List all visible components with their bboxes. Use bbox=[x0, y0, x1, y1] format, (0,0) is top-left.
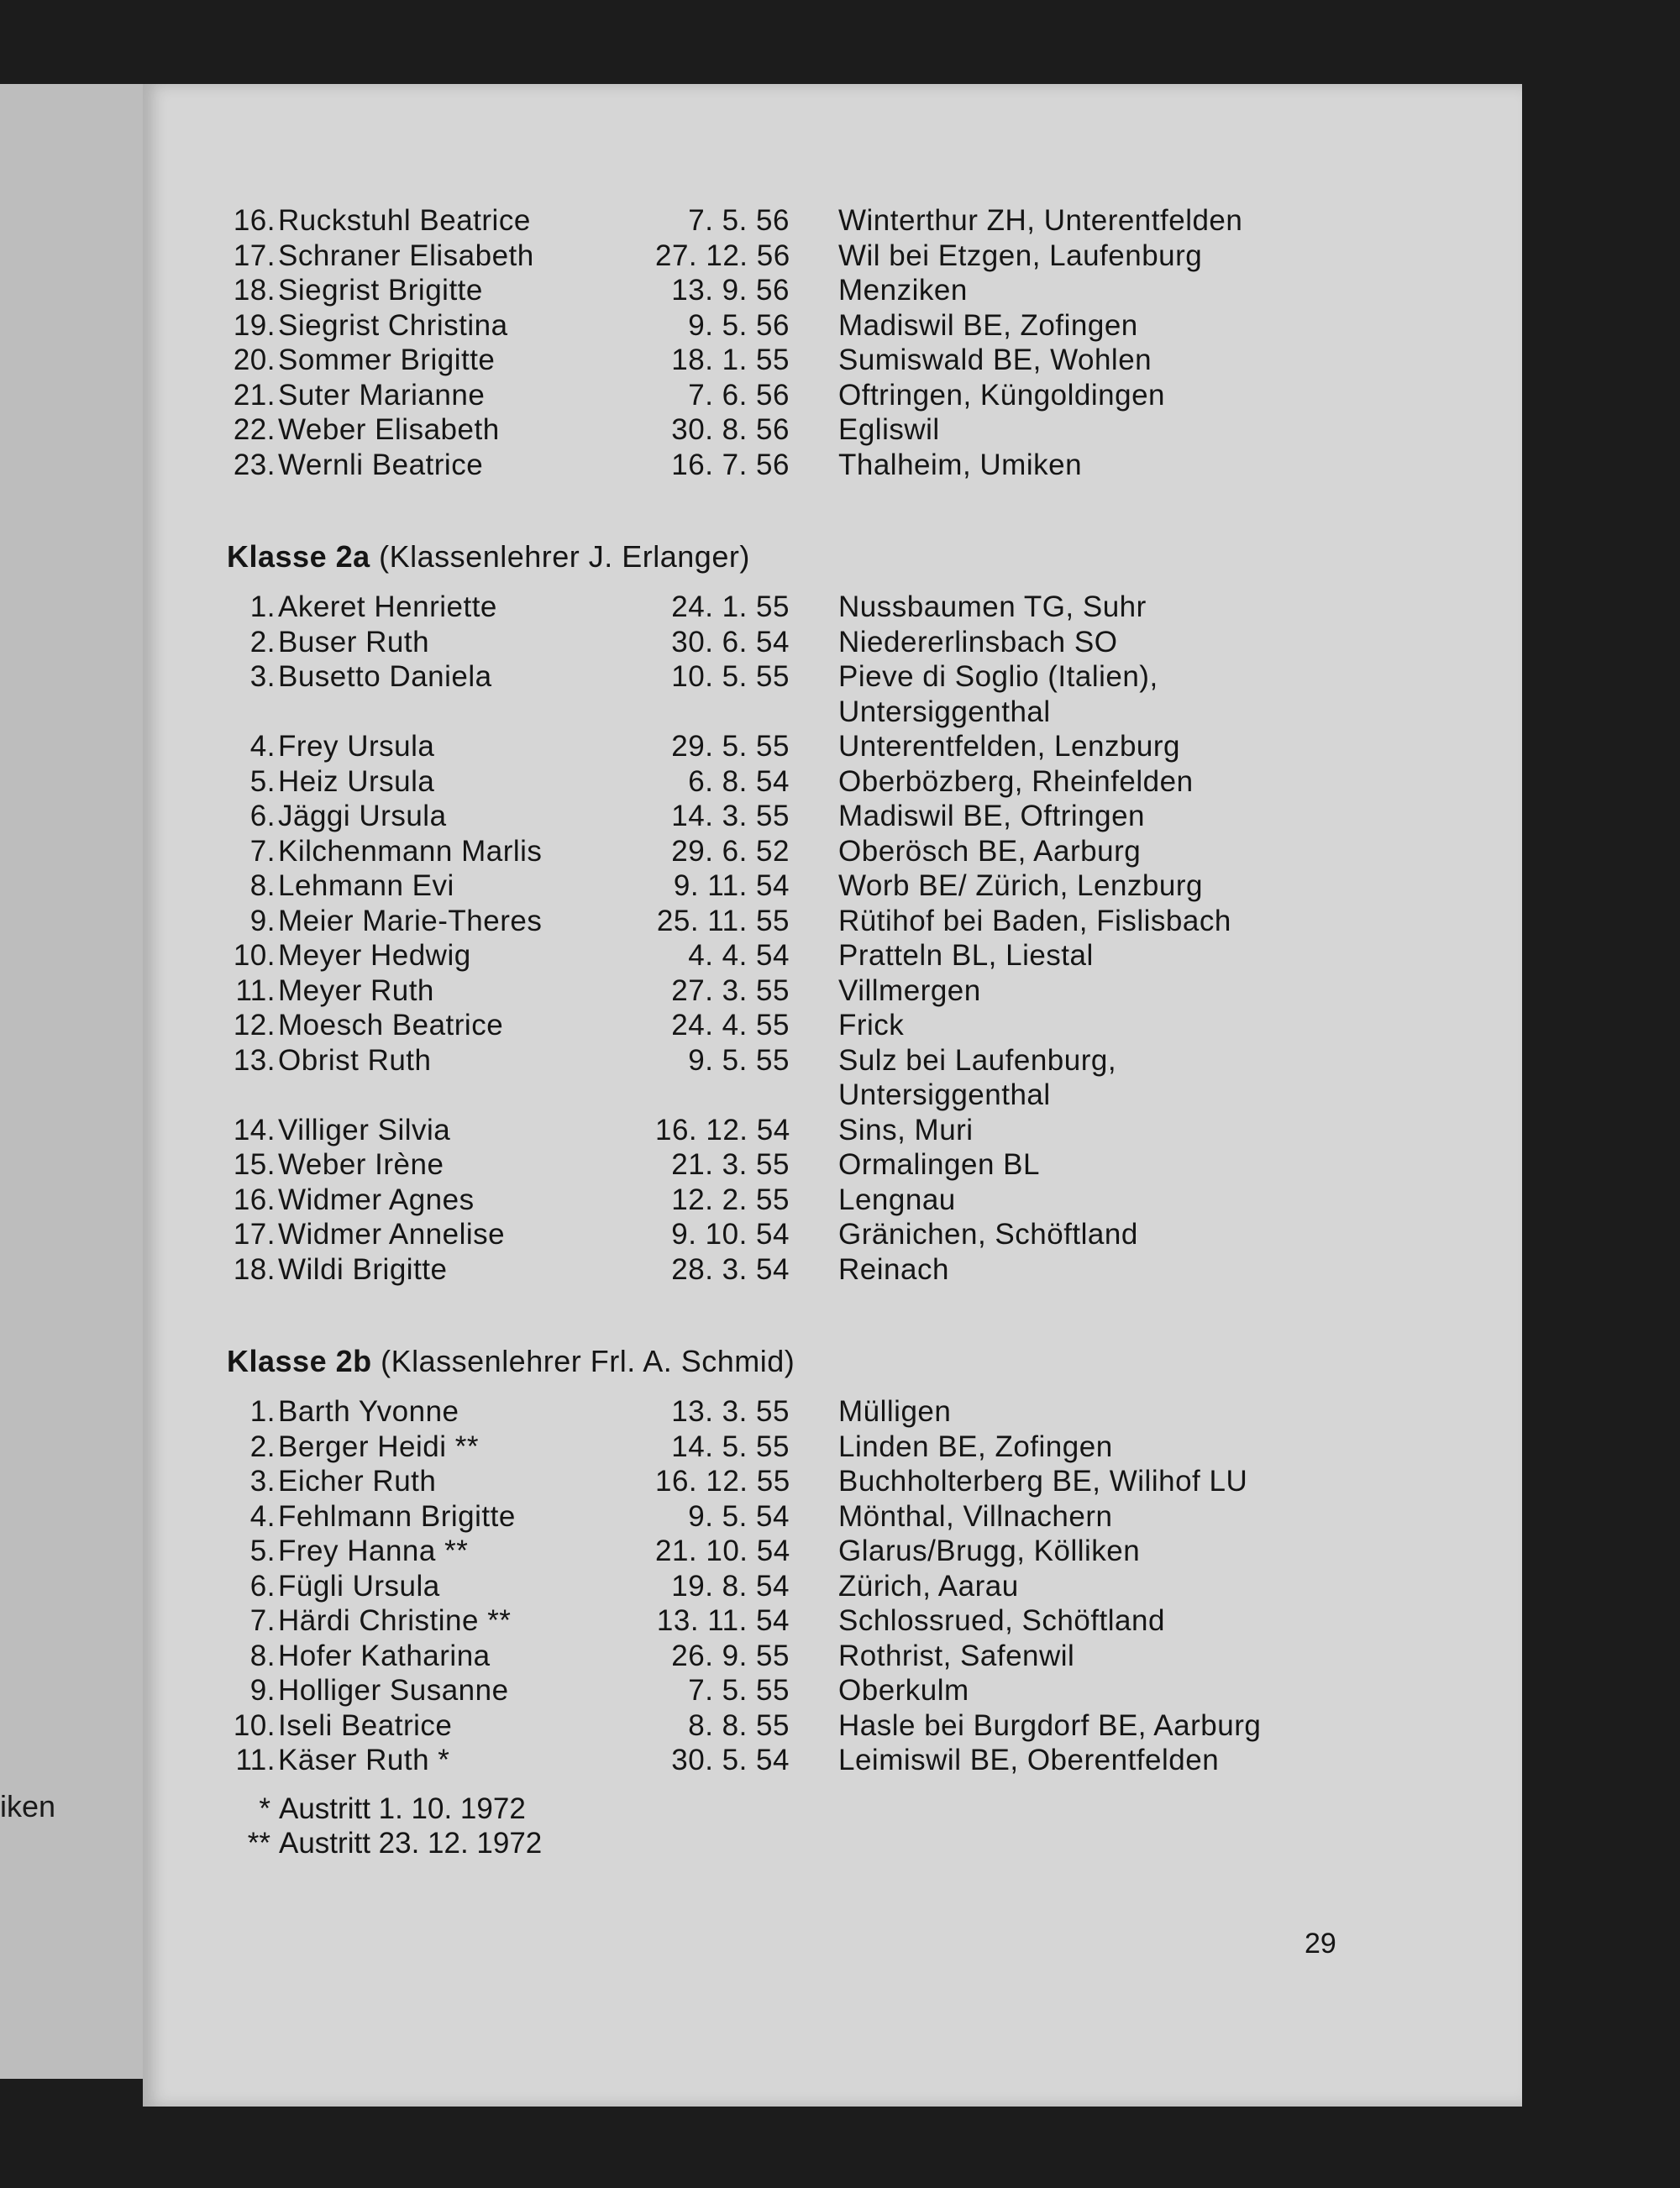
table-row bbox=[227, 273, 1504, 308]
footnote-text: Austritt 1. 10. 1972 bbox=[279, 1792, 526, 1825]
row-date: 13. 3. 55 bbox=[671, 1395, 790, 1428]
row-name: Ruckstuhl Beatrice bbox=[278, 204, 531, 237]
row-num: 5. bbox=[249, 1535, 276, 1567]
row-place: Madiswil BE, Zofingen bbox=[838, 308, 1138, 342]
table-row bbox=[227, 239, 1504, 274]
table-row bbox=[227, 1534, 1504, 1569]
section-heading-klasse-2b bbox=[227, 1341, 1504, 1383]
row-date: 21. 10. 54 bbox=[655, 1535, 790, 1567]
row-place: Buchholterberg BE, Wilihof LU bbox=[838, 1465, 1248, 1498]
row-num: 9. bbox=[249, 1674, 276, 1707]
row-name: Akeret Henriette bbox=[278, 590, 497, 623]
row-name: Lehmann Evi bbox=[278, 869, 454, 902]
row-date: 9. 11. 54 bbox=[673, 869, 790, 902]
row-num: 16. bbox=[233, 204, 276, 237]
row-name: Moesch Beatrice bbox=[278, 1009, 504, 1042]
row-name: Schraner Elisabeth bbox=[278, 239, 534, 272]
row-place: Nussbaumen TG, Suhr bbox=[838, 590, 1147, 623]
row-date: 30. 6. 54 bbox=[671, 625, 790, 658]
row-date: 28. 3. 54 bbox=[671, 1252, 790, 1286]
row-name: Jäggi Ursula bbox=[278, 800, 447, 832]
table-row bbox=[227, 1499, 1504, 1535]
row-place: Mülligen bbox=[838, 1395, 952, 1428]
row-place: Madiswil BE, Oftringen bbox=[838, 800, 1146, 832]
row-num: 7. bbox=[249, 834, 276, 868]
row-num: 10. bbox=[233, 1708, 276, 1742]
row-num: 4. bbox=[249, 1499, 276, 1533]
table-row bbox=[227, 695, 1504, 730]
row-place: Oberbözberg, Rheinfelden bbox=[838, 764, 1194, 798]
row-num: 14. bbox=[233, 1113, 276, 1146]
row-date: 16. 12. 55 bbox=[655, 1465, 790, 1498]
row-date: 14. 3. 55 bbox=[671, 800, 790, 832]
row-num: 20. bbox=[233, 344, 276, 376]
row-place: Pieve di Soglio (Italien), bbox=[838, 660, 1158, 693]
row-name: Hofer Katharina bbox=[278, 1639, 491, 1672]
row-place: Oberkulm bbox=[838, 1674, 969, 1707]
row-num: 10. bbox=[233, 939, 276, 972]
table-row bbox=[227, 1430, 1504, 1465]
footnote-mark: * bbox=[259, 1792, 270, 1825]
table-row bbox=[227, 1464, 1504, 1499]
footnote bbox=[227, 1826, 1504, 1861]
row-num: 22. bbox=[233, 413, 276, 446]
row-place: Untersiggenthal bbox=[838, 695, 1051, 728]
row-place: Ormalingen BL bbox=[838, 1148, 1040, 1181]
table-row bbox=[227, 1183, 1504, 1218]
table-row bbox=[227, 448, 1504, 483]
row-place: Sumiswald BE, Wohlen bbox=[838, 344, 1152, 376]
row-place: Untersiggenthal bbox=[838, 1078, 1051, 1111]
table-row bbox=[227, 1008, 1504, 1043]
table-row bbox=[227, 938, 1504, 973]
row-num: 4. bbox=[249, 730, 276, 763]
row-name: Meyer Ruth bbox=[278, 973, 434, 1007]
row-place: Gränichen, Schöftland bbox=[838, 1218, 1138, 1251]
row-name: Widmer Agnes bbox=[278, 1183, 475, 1216]
row-name: Holliger Susanne bbox=[278, 1674, 509, 1707]
table-row bbox=[227, 1569, 1504, 1604]
table-row bbox=[227, 308, 1504, 344]
row-num: 8. bbox=[249, 869, 276, 902]
row-date: 19. 8. 54 bbox=[671, 1569, 790, 1603]
page-content bbox=[227, 203, 1504, 1861]
row-place: Oftringen, Küngoldingen bbox=[838, 378, 1165, 412]
table-row bbox=[227, 1639, 1504, 1674]
row-num: 3. bbox=[249, 1465, 276, 1498]
row-num: 2. bbox=[249, 625, 276, 658]
row-place: Zürich, Aarau bbox=[838, 1569, 1019, 1603]
row-num: 1. bbox=[249, 1395, 276, 1428]
row-num: 17. bbox=[233, 1218, 276, 1251]
row-date: 12. 2. 55 bbox=[671, 1183, 790, 1216]
student-list-klasse-2b bbox=[227, 1394, 1504, 1778]
row-date: 9. 5. 54 bbox=[688, 1499, 790, 1533]
row-name: Berger Heidi ** bbox=[278, 1430, 479, 1463]
row-num: 11. bbox=[235, 1744, 276, 1776]
left-page-text-fragment: iken bbox=[0, 1789, 56, 1823]
row-place: Oberösch BE, Aarburg bbox=[838, 834, 1142, 868]
row-name: Härdi Christine ** bbox=[278, 1604, 512, 1637]
row-num: 15. bbox=[233, 1148, 276, 1181]
row-name: Käser Ruth * bbox=[278, 1744, 450, 1776]
row-name: Weber Elisabeth bbox=[278, 413, 500, 446]
table-row bbox=[227, 203, 1504, 239]
row-date: 29. 5. 55 bbox=[671, 730, 790, 763]
row-name: Iseli Beatrice bbox=[278, 1708, 453, 1742]
footnotes bbox=[227, 1792, 1504, 1861]
row-name: Busetto Daniela bbox=[278, 660, 492, 693]
row-num: 12. bbox=[233, 1009, 276, 1042]
page-number: 29 bbox=[1305, 1928, 1336, 1960]
table-row bbox=[227, 973, 1504, 1009]
row-name: Weber Irène bbox=[278, 1148, 444, 1181]
row-name: Eicher Ruth bbox=[278, 1465, 437, 1498]
row-name: Suter Marianne bbox=[278, 378, 486, 412]
table-row bbox=[227, 799, 1504, 834]
row-name: Obrist Ruth bbox=[278, 1043, 432, 1077]
row-name: Frey Hanna ** bbox=[278, 1535, 469, 1567]
table-row bbox=[227, 1603, 1504, 1639]
row-num: 11. bbox=[235, 973, 276, 1007]
row-num: 5. bbox=[249, 764, 276, 798]
table-row bbox=[227, 1147, 1504, 1183]
row-name: Meyer Hedwig bbox=[278, 939, 471, 972]
table-row bbox=[227, 378, 1504, 413]
row-num: 6. bbox=[249, 800, 276, 832]
row-place: Frick bbox=[838, 1009, 905, 1042]
section-teacher: (Klassenlehrer Frl. A. Schmid) bbox=[381, 1344, 795, 1378]
row-date: 9. 10. 54 bbox=[671, 1218, 790, 1251]
row-date: 27. 12. 56 bbox=[655, 239, 790, 272]
table-row bbox=[227, 1673, 1504, 1708]
row-date: 9. 5. 55 bbox=[688, 1043, 790, 1077]
row-num: 3. bbox=[249, 660, 276, 693]
table-row bbox=[227, 590, 1504, 625]
table-row bbox=[227, 343, 1504, 378]
row-date: 7. 5. 55 bbox=[688, 1674, 790, 1707]
row-num: 8. bbox=[249, 1639, 276, 1672]
row-place: Schlossrued, Schöftland bbox=[838, 1604, 1165, 1637]
row-date: 30. 5. 54 bbox=[671, 1744, 790, 1776]
row-name: Fügli Ursula bbox=[278, 1569, 440, 1603]
row-place: Hasle bei Burgdorf BE, Aarburg bbox=[838, 1708, 1262, 1742]
row-name: Meier Marie-Theres bbox=[278, 904, 543, 937]
row-place: Leimiswil BE, Oberentfelden bbox=[838, 1744, 1220, 1776]
row-num: 23. bbox=[233, 448, 276, 481]
row-date: 7. 5. 56 bbox=[688, 204, 790, 237]
row-place: Pratteln BL, Liestal bbox=[838, 939, 1094, 972]
row-place: Worb BE/ Zürich, Lenzburg bbox=[838, 869, 1203, 902]
row-place: Sulz bei Laufenburg, bbox=[838, 1043, 1117, 1077]
row-name: Fehlmann Brigitte bbox=[278, 1499, 516, 1533]
section-teacher: (Klassenlehrer J. Erlanger) bbox=[379, 539, 750, 574]
table-row bbox=[227, 1252, 1504, 1288]
row-place: Wil bei Etzgen, Laufenburg bbox=[838, 239, 1203, 272]
row-date: 10. 5. 55 bbox=[671, 660, 790, 693]
row-num: 6. bbox=[249, 1569, 276, 1603]
table-row bbox=[227, 1708, 1504, 1744]
footnote-mark: ** bbox=[247, 1827, 270, 1860]
row-date: 4. 4. 54 bbox=[688, 939, 790, 972]
table-row bbox=[227, 1043, 1504, 1078]
row-date: 13. 9. 56 bbox=[671, 274, 790, 307]
table-row bbox=[227, 1743, 1504, 1778]
row-date: 21. 3. 55 bbox=[671, 1148, 790, 1181]
table-row bbox=[227, 904, 1504, 939]
row-place: Sins, Muri bbox=[838, 1113, 974, 1146]
row-place: Egliswil bbox=[838, 413, 940, 446]
student-list-continued bbox=[227, 203, 1504, 482]
row-num: 13. bbox=[233, 1043, 276, 1077]
row-name: Wernli Beatrice bbox=[278, 448, 484, 481]
row-date: 24. 1. 55 bbox=[671, 590, 790, 623]
row-name: Buser Ruth bbox=[278, 625, 430, 658]
row-place: Villmergen bbox=[838, 973, 981, 1007]
row-date: 25. 11. 55 bbox=[656, 904, 790, 937]
row-num: 19. bbox=[233, 308, 276, 342]
row-date: 26. 9. 55 bbox=[671, 1639, 790, 1672]
row-date: 16. 7. 56 bbox=[671, 448, 790, 481]
row-name: Wildi Brigitte bbox=[278, 1252, 448, 1286]
row-place: Mönthal, Villnachern bbox=[838, 1499, 1113, 1533]
table-row bbox=[227, 1217, 1504, 1252]
table-row bbox=[227, 1113, 1504, 1148]
section-title: Klasse 2b bbox=[227, 1344, 372, 1378]
table-row bbox=[227, 729, 1504, 764]
table-row bbox=[227, 625, 1504, 660]
row-name: Siegrist Christina bbox=[278, 308, 508, 342]
row-place: Rütihof bei Baden, Fislisbach bbox=[838, 904, 1231, 937]
row-date: 14. 5. 55 bbox=[671, 1430, 790, 1463]
row-name: Heiz Ursula bbox=[278, 764, 435, 798]
table-row bbox=[227, 764, 1504, 800]
row-place: Winterthur ZH, Unterentfelden bbox=[838, 204, 1243, 237]
row-name: Sommer Brigitte bbox=[278, 344, 496, 376]
row-date: 7. 6. 56 bbox=[688, 378, 790, 412]
table-row bbox=[227, 1078, 1504, 1113]
row-date: 6. 8. 54 bbox=[688, 764, 790, 798]
row-place: Thalheim, Umiken bbox=[838, 448, 1083, 481]
row-num: 18. bbox=[233, 274, 276, 307]
row-place: Glarus/Brugg, Kölliken bbox=[838, 1535, 1141, 1567]
section-title: Klasse 2a bbox=[227, 539, 370, 574]
table-row bbox=[227, 412, 1504, 448]
table-row bbox=[227, 834, 1504, 869]
section-heading-klasse-2a bbox=[227, 536, 1504, 578]
row-date: 27. 3. 55 bbox=[671, 973, 790, 1007]
document-page bbox=[143, 84, 1522, 2107]
row-date: 13. 11. 54 bbox=[656, 1604, 790, 1637]
row-place: Niedererlinsbach SO bbox=[838, 625, 1118, 658]
table-row bbox=[227, 868, 1504, 904]
row-name: Widmer Annelise bbox=[278, 1218, 506, 1251]
row-num: 17. bbox=[233, 239, 276, 272]
row-name: Kilchenmann Marlis bbox=[278, 834, 543, 868]
row-date: 24. 4. 55 bbox=[671, 1009, 790, 1042]
row-place: Lengnau bbox=[838, 1183, 956, 1216]
row-num: 2. bbox=[249, 1430, 276, 1463]
table-row bbox=[227, 1394, 1504, 1430]
row-num: 18. bbox=[233, 1252, 276, 1286]
row-name: Barth Yvonne bbox=[278, 1395, 459, 1428]
row-name: Frey Ursula bbox=[278, 730, 435, 763]
row-date: 29. 6. 52 bbox=[671, 834, 790, 868]
row-place: Reinach bbox=[838, 1252, 949, 1286]
table-row bbox=[227, 659, 1504, 695]
row-place: Linden BE, Zofingen bbox=[838, 1430, 1113, 1463]
footnote-text: Austritt 23. 12. 1972 bbox=[279, 1827, 543, 1860]
row-place: Menziken bbox=[838, 274, 968, 307]
row-num: 16. bbox=[233, 1183, 276, 1216]
row-date: 16. 12. 54 bbox=[655, 1113, 790, 1146]
left-page-edge bbox=[0, 84, 148, 2079]
footnote bbox=[227, 1792, 1504, 1827]
row-date: 9. 5. 56 bbox=[688, 308, 790, 342]
student-list-klasse-2a bbox=[227, 590, 1504, 1287]
row-num: 7. bbox=[249, 1604, 276, 1637]
row-name: Villiger Silvia bbox=[278, 1113, 451, 1146]
row-date: 8. 8. 55 bbox=[688, 1708, 790, 1742]
row-place: Rothrist, Safenwil bbox=[838, 1639, 1075, 1672]
row-num: 1. bbox=[249, 590, 276, 623]
row-date: 30. 8. 56 bbox=[671, 413, 790, 446]
row-name: Siegrist Brigitte bbox=[278, 274, 483, 307]
row-num: 21. bbox=[233, 378, 276, 412]
row-num: 9. bbox=[249, 904, 276, 937]
row-date: 18. 1. 55 bbox=[671, 344, 790, 376]
row-place: Unterentfelden, Lenzburg bbox=[838, 730, 1180, 763]
